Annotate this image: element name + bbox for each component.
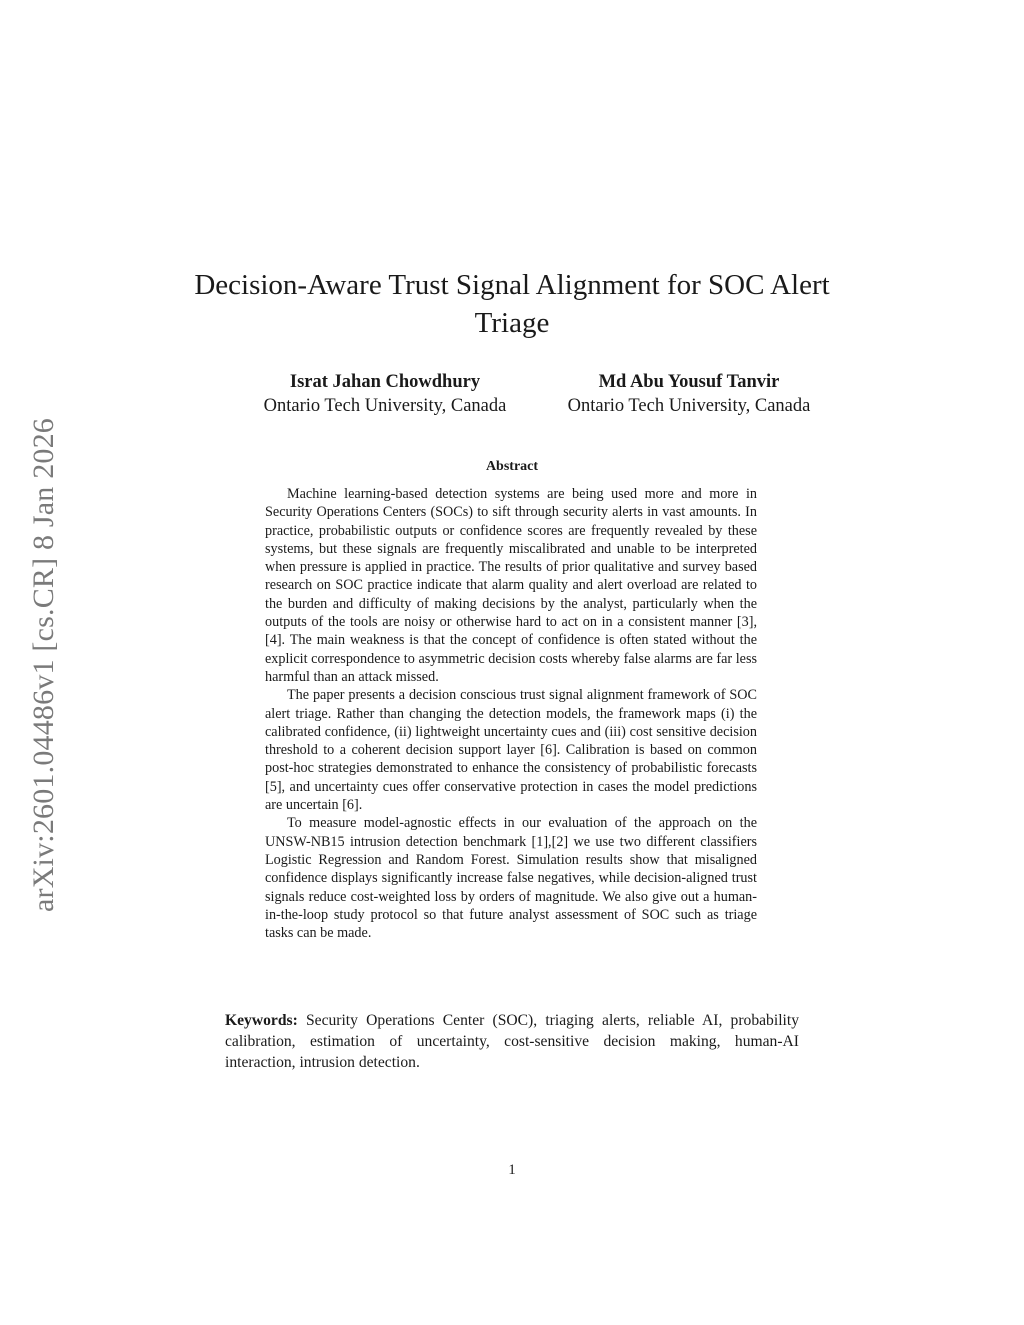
author-block-2 [540,370,838,418]
abstract-paragraph: To measure model-agnostic effects in our evaluation of the approach on the UNSW-NB15 intrusion detection benchmark [1],[2] we use two different classifiers Logistic Regression and Random Forest. Simulation results show that misaligned confidence displays significantly increase false negatives, while decision-aligned trust signals reduce cost-weighted loss by orders of magnitude. We also give out a human-in-the-loop study protocol so that future analyst assessment of SOC such as triage tasks can be made. [265,815,757,942]
page-number: 1 [508,1162,516,1178]
abstract-paragraph: The paper presents a decision conscious trust signal alignment framework of SOC alert triage. Rather than changing the detection models, the framework maps (i) the calibrated confidence, (ii) lightweight uncertainty cues and (iii) cost sensitive decision threshold to a coherent decision support layer [6]. Calibration is based on common post-hoc strategies demonstrated to enhance the consistency of probabilistic forecasts [5], and uncertainty cues offer conservative protection in cases the model predictions are uncertain [6]. [265,687,757,814]
arxiv-identifier-stamp: arXiv:2601.04486v1 [cs.CR] 8 Jan 2026 [27,417,60,913]
author-block-1 [232,370,538,418]
keywords-label: Keywords: [225,1012,298,1029]
abstract-heading: Abstract [485,459,539,474]
author-affiliation: Ontario Tech University, Canada [263,396,507,416]
paper-title: Decision-Aware Trust Signal Alignment for SOC Alert Triage [194,269,830,339]
keywords-text: Security Operations Center (SOC), triaging alerts, reliable AI, probability calibration, estimation of uncertainty, cost-sensitive decision making, human-AI interaction, intrusion detection. [225,1012,799,1071]
abstract-body [265,485,757,942]
keywords-section [225,1010,799,1073]
abstract-paragraph: Machine learning-based detection systems are being used more and more in Security Operations Centers (SOCs) to sift through security alerts in vast amounts. In practice, probabilistic outputs or confidence scores are frequently revealed by these systems, but these signals are frequently miscalibrated and unable to be interpreted when pressure is applied in practice. The results of prior qualitative and survey based research on SOC practice indicate that alarm quality and alert overload are related to the burden and difficulty of making decisions by the analyst, particularly when the outputs of the tools are noisy or otherwise hard to act on in a consistent manner [3],[4]. The main weakness is that the concept of confidence is often stated without the explicit correspondence to asymmetric decision costs whereby false alarms are far less harmful than an attack missed. [265,486,757,685]
author-affiliation: Ontario Tech University, Canada [567,396,811,416]
author-name: Md Abu Yousuf Tanvir [598,372,780,392]
author-name: Israt Jahan Chowdhury [289,372,481,392]
